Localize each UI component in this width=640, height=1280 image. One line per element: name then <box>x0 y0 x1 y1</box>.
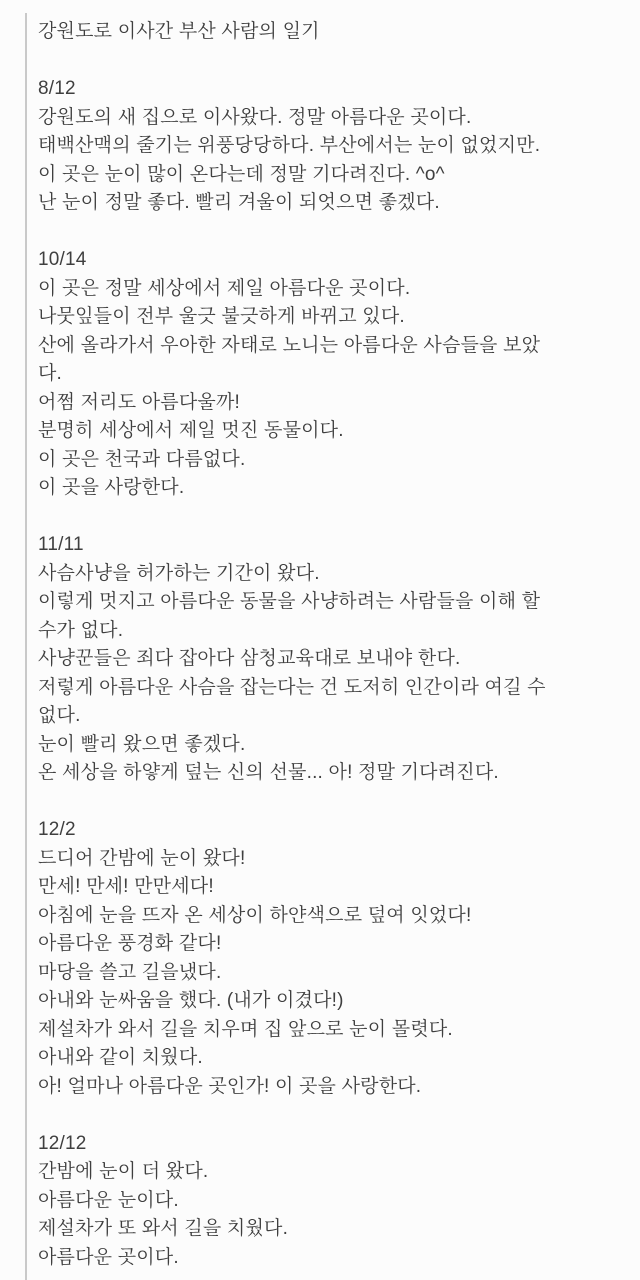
diary-line: 간밤에 눈이 더 왔다. <box>38 1161 209 1182</box>
diary-line: 아름다운 곳이다. <box>38 1246 179 1268</box>
blank-line <box>38 503 620 532</box>
entry-date: 11/11 <box>38 534 84 555</box>
left-margin-rule <box>25 13 27 1280</box>
diary-line: 아! 얼마나 아름다운 곳인가! 이 곳을 사랑한다. <box>38 1075 422 1097</box>
entry-date: 12/12 <box>38 1132 87 1154</box>
diary-title: 강원도로 이사간 부산 사람의 일기 <box>38 21 320 42</box>
blank-line <box>38 1101 620 1130</box>
diary-line: 어쩜 저리도 아름다울까! <box>38 391 240 413</box>
entry-date: 12/2 <box>38 819 76 840</box>
diary-line: 아름다운 풍경화 같다! <box>38 933 222 954</box>
diary-line: 마당을 쓸고 길을냈다. <box>38 961 222 983</box>
diary-line: 태백산맥의 줄기는 위풍당당하다. 부산에서는 눈이 없었지만. <box>38 135 541 156</box>
diary-line: 없다. <box>38 705 81 726</box>
entry-date: 10/14 <box>38 249 87 270</box>
diary-line: 이 곳을 사랑한다. <box>38 477 185 498</box>
diary-line: 제설차가 와서 길을 치우며 집 앞으로 눈이 몰렷다. <box>38 1018 453 1040</box>
diary-line: 아내와 같이 치웠다. <box>38 1047 203 1068</box>
diary-line: 강원도의 새 집으로 이사왔다. 정말 아름다운 곳이다. <box>38 106 472 128</box>
diary-line: 드디어 간밤에 눈이 왔다! <box>38 847 246 869</box>
blank-line <box>38 47 620 76</box>
diary-line: 아내와 눈싸움을 했다. (내가 이겼다!) <box>38 990 344 1011</box>
diary-line: 사슴사냥을 허가하는 기간이 왔다. <box>38 562 320 584</box>
diary-line: 제설차가 또 와서 길을 치웠다. <box>38 1218 289 1239</box>
diary-line: 이 곳은 천국과 다름없다. <box>38 448 246 470</box>
diary-line: 눈이 빨리 왔으면 좋겠다. <box>38 733 246 755</box>
blank-line <box>38 218 620 247</box>
diary-line: 사냥꾼들은 죄다 잡아다 삼청교육대로 보내야 한다. <box>38 648 461 669</box>
entry-date: 8/12 <box>38 78 76 99</box>
diary-line: 산에 올라가서 우아한 자태로 노니는 아름다운 사슴들을 보았 <box>38 334 541 356</box>
diary-line: 온 세상을 하얗게 덮는 신의 선물... 아! 정말 기다려진다. <box>38 762 499 783</box>
diary-line: 분명히 세상에서 제일 멋진 동물이다. <box>38 420 344 441</box>
diary-line: 만세! 만세! 만만세다! <box>38 876 214 897</box>
diary-line: 아름다운 눈이다. <box>38 1189 179 1211</box>
diary-content <box>38 18 620 1272</box>
diary-line: 다. <box>38 363 63 384</box>
blank-line <box>38 788 620 817</box>
diary-line: 이 곳은 눈이 많이 온다는데 정말 기다려진다. ^o^ <box>38 163 445 185</box>
diary-line: 난 눈이 정말 좋다. 빨리 겨울이 되엇으면 좋겠다. <box>38 192 440 213</box>
diary-line: 이 곳은 정말 세상에서 제일 아름다운 곳이다. <box>38 277 411 299</box>
diary-line: 아침에 눈을 뜨자 온 세상이 하얀색으로 덮여 잇었다! <box>38 904 472 926</box>
diary-line: 나뭇잎들이 전부 울긋 불긋하게 바뀌고 있다. <box>38 306 405 327</box>
diary-line: 저렇게 아름다운 사슴을 잡는다는 건 도저히 인간이라 여길 수 <box>38 676 546 698</box>
diary-line: 수가 없다. <box>38 619 124 641</box>
diary-line: 이렇게 멋지고 아름다운 동물을 사냥하려는 사람들을 이해 할 <box>38 591 541 612</box>
